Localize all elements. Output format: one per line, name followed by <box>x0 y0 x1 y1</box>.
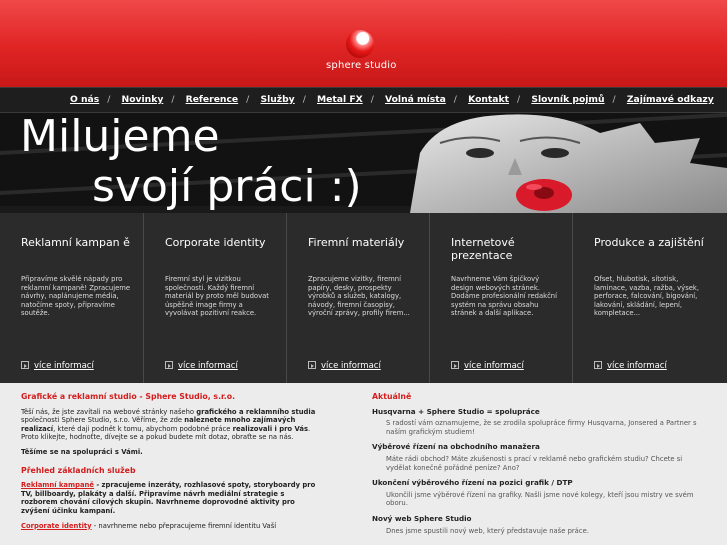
nav-separator: / <box>517 94 521 105</box>
news-item-text: Dnes jsme spustili nový web, který představuje naše práce. <box>386 526 589 535</box>
nav-separator: / <box>453 94 457 105</box>
intro-closing: Těšíme se na spolupráci s Vámi. <box>21 447 143 456</box>
service-description: Připravíme skvělé nápady pro reklamní kampaně! Zpracujeme návrhy, naplánujeme média, natočíme spoty, připravíme soutěže. <box>21 275 131 317</box>
news-item-title[interactable]: Nový web Sphere Studio <box>372 513 472 523</box>
site-header <box>0 0 727 87</box>
service-title: Internetové prezentace <box>451 236 515 262</box>
overview-heading: Přehled základních služeb <box>21 465 136 475</box>
news-item-text: Máte rádi obchod? Máte zkušenosti s prací v reklamě nebo grafickém studiu? Chcete si vydělat konečně pořádné peníze? Ano? <box>386 454 683 472</box>
nav-item-reference[interactable]: Reference <box>185 94 239 105</box>
news-item-title[interactable]: Husqvarna + Sphere Studio = spolupráce <box>372 406 540 416</box>
nav-item-o-nas[interactable]: O nás <box>70 94 100 105</box>
nav-separator: / <box>612 94 616 105</box>
brand-name[interactable]: sphere studio <box>326 60 397 71</box>
intro-paragraph: Těší nás, že jste zavítali na webové stránky našeho grafického a reklamního studia společnosti Sphere Studio, s.r.o. Věříme, že zde naleznete mnoho zajímavých realizací, které daji podnět k tomu, abychom podobné práce realizovali i pro Vás. Proto klikejte, hodnoťte, dívejte se a pokud budete mít dotaz, obraťte se na nás. <box>21 407 316 442</box>
more-info-link[interactable]: více informací <box>594 361 667 371</box>
nav-separator: / <box>107 94 111 105</box>
banner-headline-1: Milujeme <box>20 113 220 162</box>
arrow-right-icon <box>594 361 602 369</box>
service-column <box>429 213 572 383</box>
main-content <box>0 383 727 545</box>
nav-item-kontakt[interactable]: Kontakt <box>468 94 510 105</box>
hero-banner <box>0 113 727 213</box>
overview-link[interactable]: Reklamní kampaně <box>21 481 94 490</box>
service-title: Produkce a zajištění <box>594 236 704 249</box>
nav-item-sluzby[interactable]: Služby <box>260 94 295 105</box>
service-column <box>143 213 286 383</box>
nav-item-metal-fx[interactable]: Metal FX <box>317 94 363 105</box>
intro-heading: Grafické a reklamní studio - Sphere Studio, s.r.o. <box>21 392 236 401</box>
nav-item-novinky[interactable]: Novinky <box>121 94 164 105</box>
news-item-title[interactable]: Ukončení výběrového řízení na pozici grafik / DTP <box>372 478 573 488</box>
service-column <box>0 213 143 383</box>
sphere-logo-icon[interactable] <box>346 30 374 58</box>
more-info-link[interactable]: více informací <box>21 361 94 371</box>
overview-item: Reklamní kampaně - zpracujeme inzeráty, rozhlasové spoty, storyboardy pro TV, billboardy, plakáty a další. Připravíme návrh mediální strategie s rozborem chování cílových skupin. Navrhneme doprovodné aktivity pro zvýšení účinku kampaní. <box>21 481 316 515</box>
nav-separator: / <box>246 94 250 105</box>
overview-link[interactable]: Corporate identity <box>21 521 92 530</box>
news-item-text: Ukončili jsme výběrové řízení na grafiky. Našli jsme nové kolegy, kteří jsou mistry ve svém oboru. <box>386 490 694 508</box>
news-item-title[interactable]: Výběrové řízení na obchodního manažera <box>372 442 540 452</box>
nav-separator: / <box>171 94 175 105</box>
overview-item: Corporate identity - navrhneme nebo přepracujeme firemní identitu Vaší <box>21 521 277 530</box>
nav-separator: / <box>370 94 374 105</box>
main-navigation <box>0 87 727 113</box>
banner-headline-2: svojí práci :) <box>92 161 362 212</box>
service-column <box>572 213 727 383</box>
service-column <box>286 213 429 383</box>
news-section <box>372 393 707 542</box>
arrow-right-icon <box>451 361 459 369</box>
service-title: Reklamní kampan ě <box>21 236 130 249</box>
arrow-right-icon <box>308 361 316 369</box>
service-title: Corporate identity <box>165 236 266 249</box>
nav-item-slovnik[interactable]: Slovník pojmů <box>531 94 605 105</box>
arrow-right-icon <box>165 361 173 369</box>
service-description: Navrhneme Vám špičkový design webových stránek. Dodáme profesionální redakční systém na správu obsahu stránek a další aplikace. <box>451 275 558 317</box>
nav-separator: / <box>302 94 306 105</box>
more-info-link[interactable]: více informací <box>165 361 238 371</box>
more-info-link[interactable]: více informací <box>451 361 524 371</box>
service-description: Firemní styl je vizitkou společnosti. Každý firemní materiál by proto měl budovat úspěšně image firmy a vyvolávat pozitivní reakce. <box>165 275 269 317</box>
news-item-text: S radostí vám oznamujeme, že se zrodila spolupráce firmy Husqvarna, Jonsered a Partner s naším grafickým studiem! <box>386 419 697 436</box>
service-description: Ofset, hlubotisk, sítotisk, laminace, vazba, ražba, výsek, perforace, falcování, bigování, lakování, skládání, lepení, kompletace... <box>594 275 700 317</box>
nav-item-volna-mista[interactable]: Volná místa <box>385 94 446 105</box>
service-description: Zpracujeme vizitky, firemní papíry, desky, prospekty výrobků a služeb, katalogy, návody, firemní časopisy, výroční zprávy, profily firem... <box>308 275 410 317</box>
arrow-right-icon <box>21 361 29 369</box>
more-info-link[interactable]: více informací <box>308 361 381 371</box>
news-heading: Aktuálně <box>372 392 412 401</box>
services-strip <box>0 213 727 383</box>
nav-item-odkazy[interactable]: Zajímavé odkazy <box>626 94 714 105</box>
service-title: Firemní materiály <box>308 236 405 249</box>
intro-section <box>21 393 321 536</box>
